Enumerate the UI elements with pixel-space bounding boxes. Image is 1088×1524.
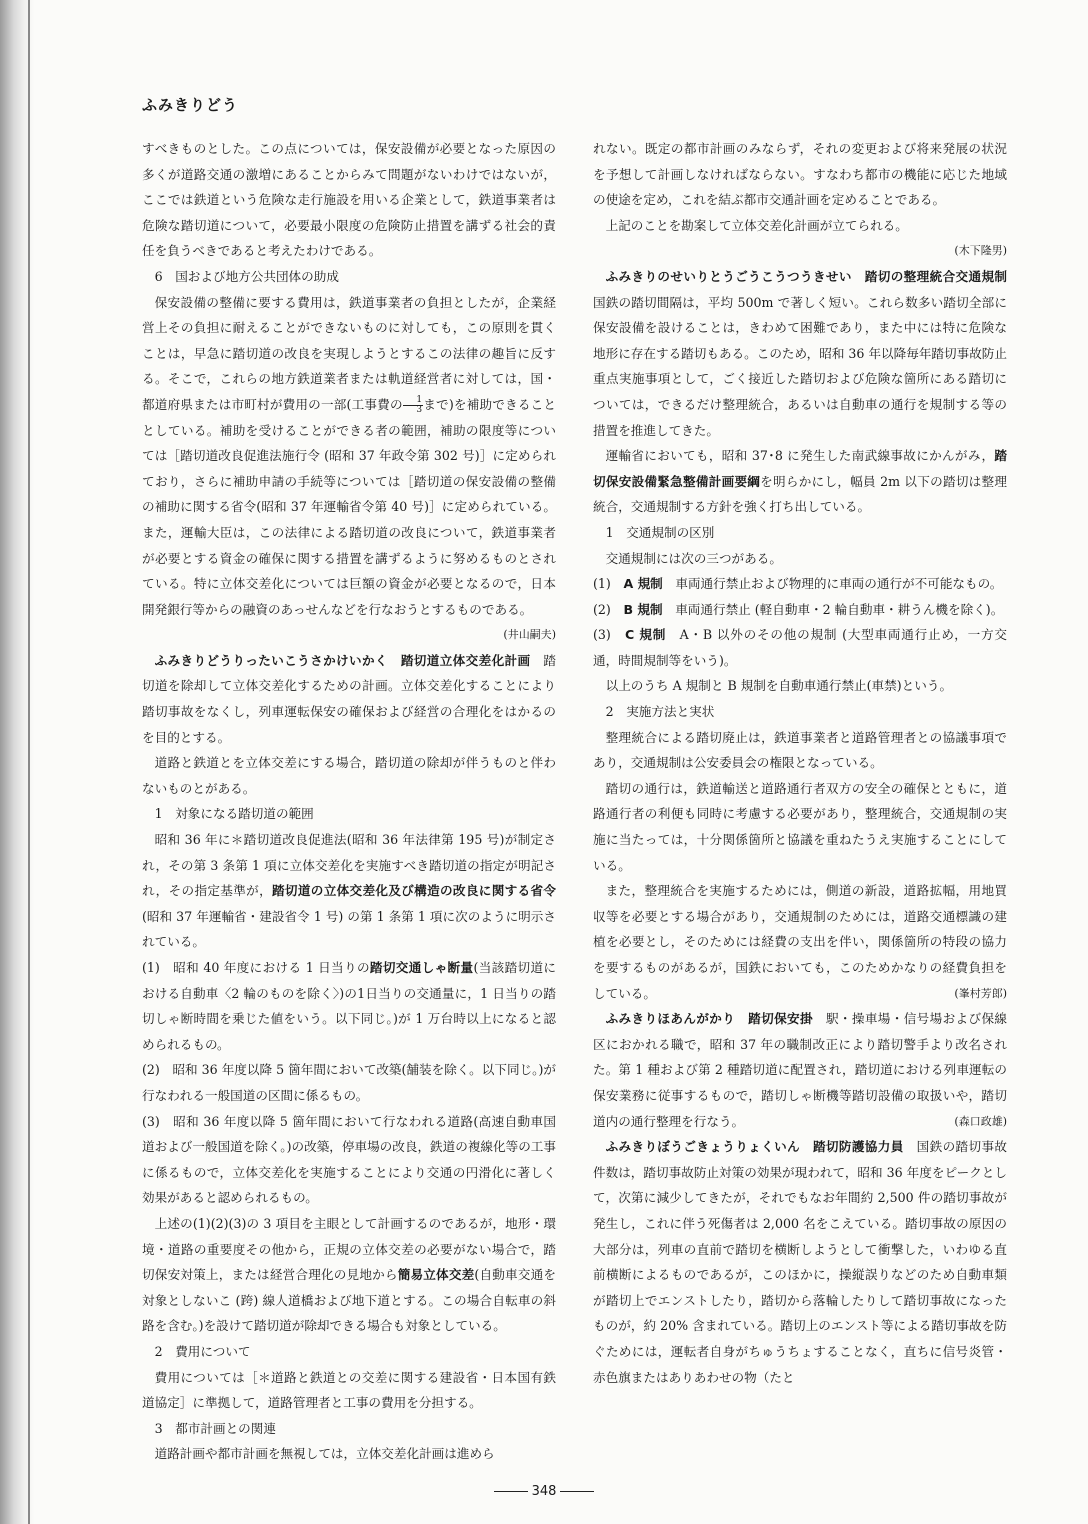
paragraph: 踏切の通行は，鉄道輸送と道路通行者双方の安全の確保とともに，道路通行者の利便も同時に考慮する必要があり，整理統合，交通規制の実施に当たっては，十分関係箇所と協議を重ねたうえ実施することにしている。 <box>593 780 1007 873</box>
paragraph: 整理統合による踏切廃止は，鉄道事業者と道路管理者との協議事項であり，交通規制は公安委員会の権限となっている。 <box>593 729 1007 771</box>
left-column <box>142 136 556 1467</box>
list-item: (3) 昭和 36 年度以降 5 箇年間において行なわれる道路(高速自動車国道および一般国道を除く。)の改築，停車場の改良，鉄道の複線化等の工事に係るもので，立体交差化を実施することにより交通の円滑化に著しく効果があると認められるもの。 <box>142 1113 556 1206</box>
section-heading: 6 国および地方公共団体の助成 <box>154 268 339 284</box>
paragraph: すべきものとした。この点については，保安設備が必要となった原因の多くが道路交通の激増にあることからみて問題がないわけではないが，ここでは鉄道という危険な走行施設を用いる企業として，鉄道事業者は危険な踏切道について，必要最小限度の危険防止措置を講ずる社会的責任を負うべきであると考えたわけである。 <box>142 141 556 259</box>
paragraph: れない。既定の都市計画のみならず，それの変更および将来発展の状況を予想して計画しなければならない。すなわち都市の機能に応じた地域の使途を定め，これを結ぶ都市交通計画を定めることである。 <box>593 141 1007 208</box>
entry-paragraph: ふみきりのせいりとうごうこうつうきせい 踏切の整理統合交通規制 国鉄の踏切間隔は，平均 500m で著しく短い。これら数多い踏切全部に保安設備を設けることは，きわめて困難であり，また中には特に危険な地形に存在する踏切もある。このため，昭和 36 年以降毎年踏切事故防止重点実施事項として，ごく接近した踏切および危険な箇所にある踏切については，できるだけ整理統合，あるいは自動車の通行を規制する等の措置を推進してきた。 <box>593 268 1007 438</box>
book-binding-edge <box>28 0 30 1524</box>
list-item: (1) A 規制 車両通行禁止および物理的に車両の通行が不可能なもの。 <box>593 576 1003 592</box>
fraction-one-third: $\frac{1}{3}$ <box>403 396 423 415</box>
paragraph: 以上のうち A 規制と B 規制を自動車通行禁止(車禁)という。 <box>605 678 953 694</box>
paragraph: 交通規制には次の三つがある。 <box>605 550 782 566</box>
page-number-dash-left <box>494 1491 528 1492</box>
paragraph: 昭和 36 年に＊踏切道改良促進法(昭和 36 年法律第 195 号)が制定され，その第 3 条第 1 項に立体交差化を実施すべき踏切道の指定が明記され，その指定基準が，踏切道の立体交差化及び構造の改良に関する省令(昭和 37 年運輸省・建設省令 1 号) の第 1 条第 1 項に次のように明示されている。 <box>142 832 556 950</box>
paragraph: 道路計画や都市計画を無視しては，立体交差化計画は進めら <box>154 1446 495 1462</box>
section-heading: 2 実施方法と実状 <box>605 704 715 720</box>
list-item: (3) C 規制 A・B 以外のその他の規制 (大型車両通行止め，一方交通，時間規制等をいう)。 <box>593 627 1008 668</box>
author-credit: (森口政雄) <box>954 1114 1007 1128</box>
paragraph: 上述の(1)(2)(3)の 3 項目を主眼として計画するのであるが，地形・環境・道路の重要度その他から，正規の立体交差の必要がない場合で，踏切保安対策上，または経営合理化の見地から簡易立体交差(自動車交通を対象としないこ (跨) 線人道橋および地下道とする。この場合自転車の斜路を含む。)を設けて踏切道が除却できる場合も対象としている。 <box>142 1215 557 1334</box>
entry-heading: ふみきりぼうごきょうりょくいん 踏切防護協力員 <box>605 1139 904 1155</box>
paragraph: 上記のことを勘案して立体交差化計画が立てられる。 <box>605 217 908 233</box>
entry-paragraph: ふみきりほあんがかり 踏切保安掛 駅・操車場・信号場および保線区におかれる職で，昭和 37 年の職制改正により踏切警手より改名された。第 1 種および第 2 種踏切道に配置され，踏切道における列車運転の保安業務に従事するもので，踏切しゃ断機等踏切設備の取扱いや，踏切道内の通行整理を行なう。 (森口政雄) <box>593 1006 1007 1134</box>
paragraph: 運輸省においても，昭和 37･8 に発生した南武線事故にかんがみ，踏切保安設備緊急整備計画要綱を明らかにし，幅員 2m 以下の踏切は整理統合，交通規制する方針を強く打ち出している。 <box>593 448 1007 515</box>
section-heading: 1 交通規制の区別 <box>605 524 715 540</box>
section-heading: 2 費用について <box>154 1343 251 1359</box>
list-item: (2) B 規制 車両通行禁止 (軽自動車・2 輪自動車・耕うん機を除く)。 <box>593 601 1004 617</box>
list-item: (2) 昭和 36 年度以降 5 箇年間において改築(舗装を除く。以下同じ。)が行なわれる一般国道の区間に係るもの。 <box>142 1062 556 1103</box>
section-heading: 1 対象になる踏切道の範囲 <box>154 806 314 822</box>
paragraph: 費用については［＊道路と鉄道との交差に関する建設省・日本国有鉄道協定］に準拠して，道路管理者と工事の費用を分担する。 <box>142 1369 556 1411</box>
entry-heading: ふみきりのせいりとうごうこうつうきせい 踏切の整理統合交通規制 <box>605 268 1007 284</box>
paragraph: 道路と鉄道とを立体交差にする場合，踏切道の除却が伴うものと伴わないものとがある。 <box>142 755 556 796</box>
entry-heading: ふみきりどうりったいこうさかけいかく 踏切道立体交差化計画 <box>154 652 531 668</box>
author-credit: (井山嗣夫) <box>503 628 556 642</box>
list-item: (1) 昭和 40 年度における 1 日当りの踏切交通しゃ断量(当該踏切道における自動車〈2 輪のものを除く〉)の1日当りの交通量に，1 日当りの踏切しゃ断時間を乗じた値をいう。以下同じ。)が 1 万台時以上になると認められるもの。 <box>142 960 557 1052</box>
page-number: 348 <box>0 1484 1088 1499</box>
author-credit: (木下隆男) <box>954 244 1007 258</box>
author-credit: (峯村芳郎) <box>954 986 1007 1000</box>
page-number-dash-right <box>560 1491 594 1492</box>
entry-paragraph: ふみきりどうりったいこうさかけいかく 踏切道立体交差化計画 踏切道を除却して立体交差化するための計画。立体交差化することにより踏切事故をなくし，列車運転保安の確保および経営の合理化をはかるのを目的とする。 <box>142 652 557 745</box>
right-column <box>593 136 1007 1390</box>
section-heading: 3 都市計画との関連 <box>154 1420 276 1436</box>
entry-heading: ふみきりほあんがかり 踏切保安掛 <box>605 1011 813 1027</box>
paragraph: また，整理統合を実施するためには，側道の新設，道路拡幅，用地買収等を必要とする場合があり，交通規制のためには，道路交通標識の建植を必要とし，そのためには経費の支出を伴い，関係箇所の特段の協力を要するものがあるが，国鉄においても，このためかなりの経費負担をしている。 (峯村芳郎) <box>593 878 1007 1006</box>
paragraph: 保安設備の整備に要する費用は，鉄道事業者の負担としたが，企業経営上その負担に耐えることができないものに対しても，この原則を貫くことは，早急に踏切道の改良を実現しようとするこの法律の趣旨に反する。そこで，これらの地方鉄道業者または軌道経営者に対しては，国・都道府県または市町村が費用の一部(工事費の $\frac{1}{3}$ まで)を補助できることとしている。補助を受けることができる者の範囲，補助の限度等については［踏切道改良促進法施行令 (昭和 37 年政令第 302 号)］に定められており，さらに補助申請の手続等については［踏切道の保安設備の整備の補助に関する省令(昭和 37 年運輸省令第 40 号)］に定められている。また，運輸大臣は，この法律による踏切道の改良について，鉄道事業者が必要とする資金の確保に関する措置を講ずるように努めるものとされている。特に立体交差化については巨額の資金が必要となるので，日本開発銀行等からの融資のあっせんなどを行なおうとするものである。 (井山嗣夫) <box>142 290 556 623</box>
entry-paragraph: ふみきりぼうごきょうりょくいん 踏切防護協力員 国鉄の踏切事故件数は，踏切事故防止対策の効果が現われて，昭和 36 年度をピークとして，次第に減少してきたが，それでもなお年間約 2,500 件の踏切事故が発生し，これに伴う死傷者は 2,000 名をこえている。踏切事故の原因の大部分は，列車の直前で踏切を横断しようとして衝撃した，いわゆる直前横断によるものであるが，このほかに，操縦誤りなどのため自動車類が踏切上でエンストしたり，踏切から落輪したりして踏切事故になったものが，約 20% 含まれている。踏切上のエンスト等による踏切事故を防ぐためには，運転者自身がちゅうちょすることなく，直ちに信号炎管・赤色旗またはありあわせの物（たと <box>593 1139 1008 1385</box>
running-header: ふみきりどう <box>142 96 239 114</box>
